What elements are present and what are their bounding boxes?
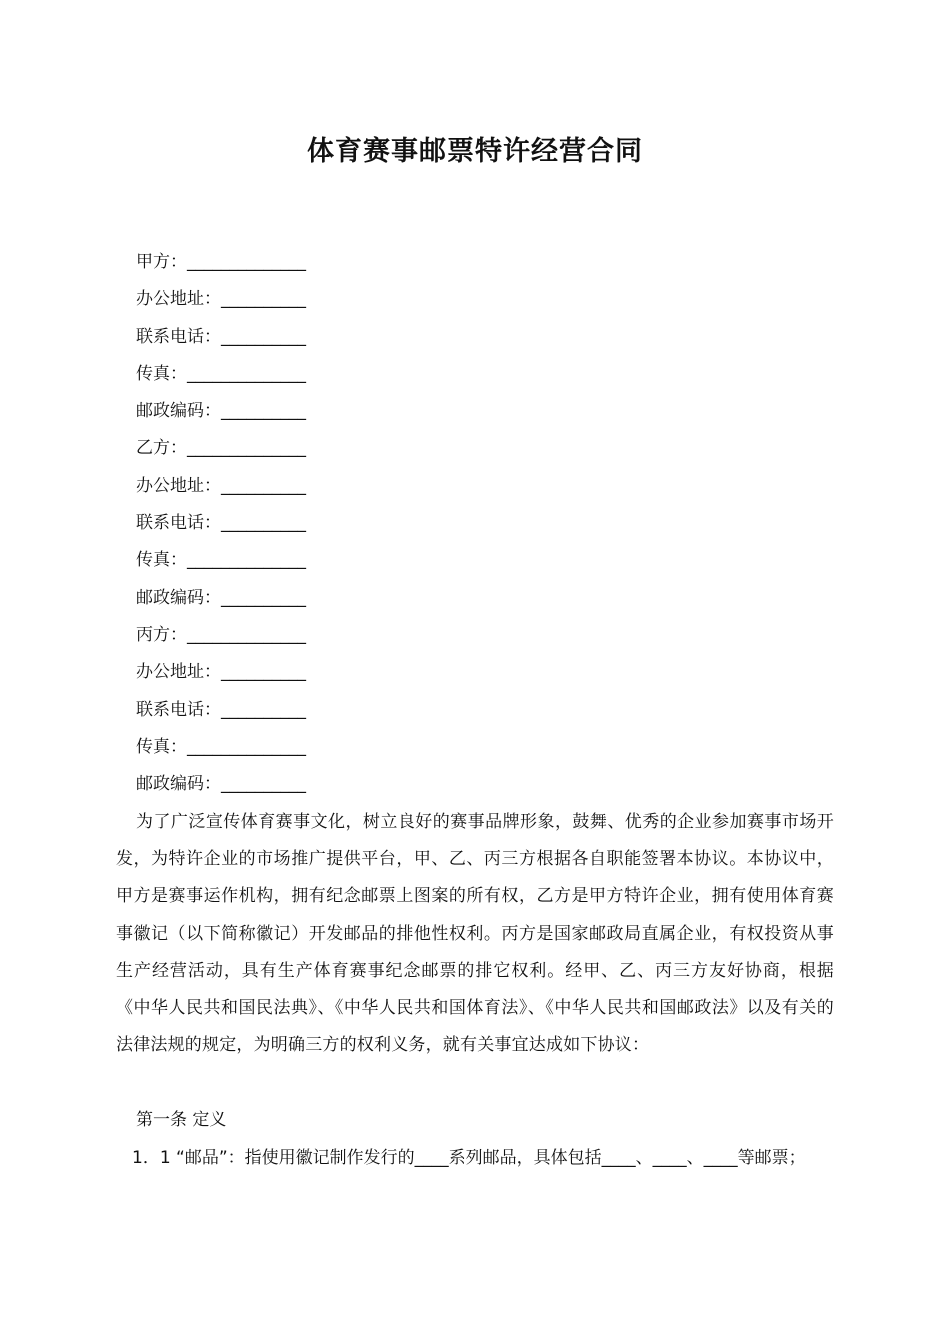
article-1-heading: 第一条 定义 [136,1110,227,1130]
field-blank: __________ [221,587,306,608]
party-field-row [136,505,836,542]
field-label: 办公地址： [136,662,221,683]
field-blank: __________ [221,475,306,496]
field-blank: ______________ [187,550,306,571]
party-field-row [136,393,836,430]
clause-1-1: 1．1 “邮品”：指使用徽记制作发行的____系列邮品，具体包括____、____、____等邮票； [132,1148,806,1168]
party-field-row [136,654,836,691]
party-field-row [136,766,836,803]
party-field-row [136,692,836,729]
field-blank: ______________ [187,736,306,757]
field-label: 传真： [136,550,187,571]
field-label: 邮政编码： [136,401,221,422]
field-blank: __________ [221,662,306,683]
field-label: 联系电话： [136,513,221,534]
field-blank: __________ [221,774,306,795]
field-label: 联系电话： [136,699,221,720]
field-label: 办公地址： [136,475,221,496]
field-blank: __________ [221,289,306,310]
field-label: 传真： [136,736,187,757]
field-blank: __________ [221,513,306,534]
party-info-fields [136,244,836,803]
party-field-row [136,542,836,579]
party-field-row [136,729,836,766]
party-field-row [136,617,836,654]
preamble-paragraph: 为了广泛宣传体育赛事文化，树立良好的赛事品牌形象，鼓舞、优秀的企业参加赛事市场开发，为特许企业的市场推广提供平台，甲、乙、丙三方根据各自职能签署本协议。本协议中，甲方是赛事运作机构，拥有纪念邮票上图案的所有权，乙方是甲方特许企业，拥有使用体育赛事徽记（以下简称徽记）开发邮品的排他性权利。丙方是国家邮政局直属企业，有权投资从事生产经营活动，具有生产体育赛事纪念邮票的排它权利。经甲、乙、丙三方友好协商，根据《中华人民共和国民法典》、《中华人民共和国体育法》、《中华人民共和国邮政法》以及有关的法律法规的规定，为明确三方的权利义务，就有关事宜达成如下协议： [116,812,834,1056]
field-blank: __________ [221,699,306,720]
party-field-row [136,281,836,318]
field-blank: ______________ [187,438,306,459]
field-blank: ______________ [187,252,306,272]
document-title: 体育赛事邮票特许经营合同 [307,136,643,167]
field-label: 联系电话： [136,326,221,347]
party-field-row [136,580,836,617]
field-label: 丙方： [136,624,187,645]
field-blank: __________ [221,401,306,422]
party-field-row [136,356,836,393]
party-field-row [136,430,836,467]
field-label: 乙方： [136,438,187,459]
field-label: 邮政编码： [136,774,221,795]
party-field-row [136,319,836,356]
field-label: 甲方： [136,252,187,272]
field-label: 传真： [136,363,187,384]
field-blank: ______________ [187,363,306,384]
party-field-row [136,468,836,505]
party-field-row [136,244,836,281]
field-label: 办公地址： [136,289,221,310]
field-blank: ______________ [187,624,306,645]
field-label: 邮政编码： [136,587,221,608]
field-blank: __________ [221,326,306,347]
